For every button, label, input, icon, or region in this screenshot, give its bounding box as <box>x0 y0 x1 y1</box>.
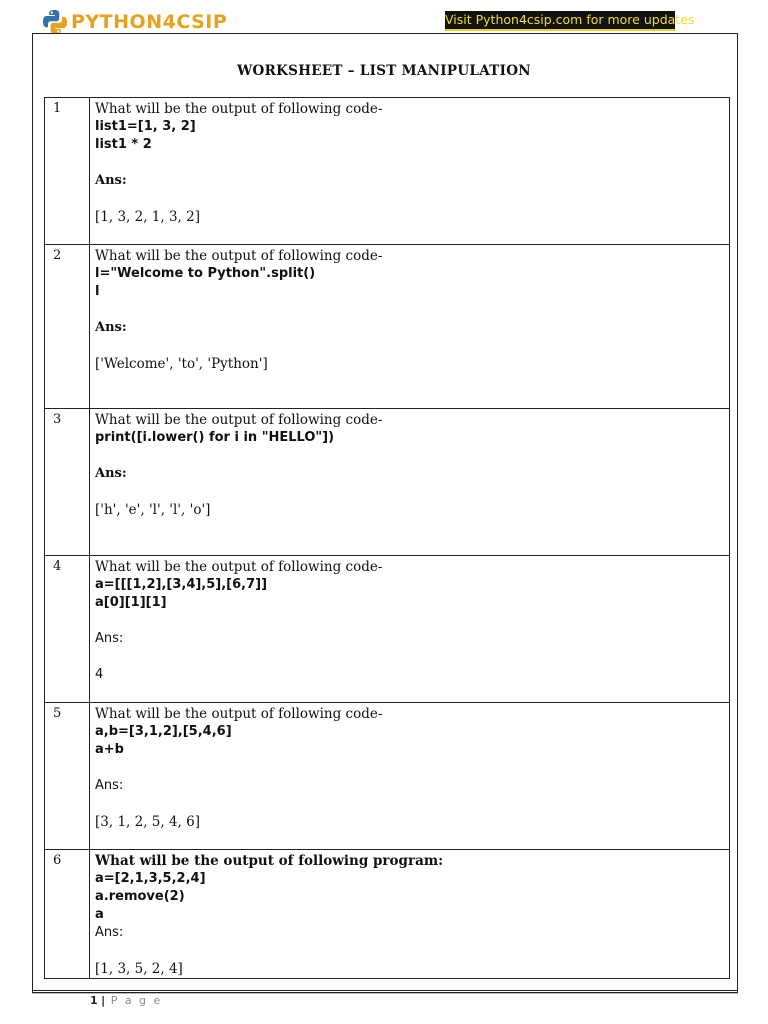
answer-text: [1, 3, 2, 1, 3, 2] <box>95 209 200 225</box>
question-prompt: What will be the output of following program: <box>95 853 444 869</box>
question-number: 2 <box>45 245 90 409</box>
answer-label: Ans: <box>95 320 127 335</box>
worksheet-table <box>44 97 730 979</box>
question-row <box>45 556 730 703</box>
question-row <box>45 850 730 979</box>
question-prompt: What will be the output of following code- <box>95 248 383 264</box>
answer-text: ['h', 'e', 'l', 'l', 'o'] <box>95 502 211 518</box>
question-number: 5 <box>45 703 90 850</box>
python-logo-icon <box>42 9 68 35</box>
code-line: l="Welcome to Python".split() <box>95 266 316 281</box>
promo-banner[interactable]: Visit Python4csip.com for more updates <box>445 11 675 31</box>
page-footer <box>90 994 162 1007</box>
question-prompt: What will be the output of following code- <box>95 412 383 428</box>
footer-rule <box>32 990 738 991</box>
question-row <box>45 245 730 409</box>
question-number: 1 <box>45 98 90 245</box>
question-prompt: What will be the output of following code- <box>95 706 383 722</box>
question-cell <box>90 703 730 850</box>
answer-label: Ans: <box>95 173 127 188</box>
answer-text: [1, 3, 5, 2, 4] <box>95 961 183 977</box>
question-cell <box>90 556 730 703</box>
code-line: list1=[1, 3, 2] <box>95 119 196 134</box>
question-number: 6 <box>45 850 90 979</box>
question-cell <box>90 409 730 556</box>
code-line: a+b <box>95 742 124 757</box>
page-number: 1 <box>90 994 98 1007</box>
question-cell <box>90 98 730 245</box>
question-cell <box>90 850 730 979</box>
answer-text: [3, 1, 2, 5, 4, 6] <box>95 814 200 830</box>
footer-separator: | <box>101 994 106 1007</box>
code-line: list1 * 2 <box>95 137 152 152</box>
code-line: print([i.lower() for i in "HELLO"]) <box>95 430 335 445</box>
question-row <box>45 409 730 556</box>
question-number: 3 <box>45 409 90 556</box>
question-row <box>45 98 730 245</box>
code-line: a=[[[1,2],[3,4],5],[6,7]] <box>95 577 268 592</box>
question-cell <box>90 245 730 409</box>
code-line: a.remove(2) <box>95 889 185 904</box>
code-line: a <box>95 907 104 922</box>
answer-label: Ans: <box>95 925 124 940</box>
code-line: a[0][1][1] <box>95 595 167 610</box>
answer-label: Ans: <box>95 778 124 793</box>
code-line: l <box>95 284 100 299</box>
code-line: a,b=[3,1,2],[5,4,6] <box>95 724 232 739</box>
logo-text: PYTHON4CSIP <box>71 11 228 33</box>
question-row <box>45 703 730 850</box>
question-prompt: What will be the output of following code- <box>95 559 383 575</box>
answer-text: ['Welcome', 'to', 'Python'] <box>95 356 268 372</box>
page-label: P a g e <box>110 994 163 1007</box>
answer-label: Ans: <box>95 466 127 481</box>
answer-label: Ans: <box>95 631 124 646</box>
answer-text: 4 <box>95 667 104 682</box>
question-prompt: What will be the output of following code- <box>95 101 383 117</box>
worksheet-title: WORKSHEET – LIST MANIPULATION <box>237 63 531 79</box>
code-line: a=[2,1,3,5,2,4] <box>95 871 206 886</box>
question-number: 4 <box>45 556 90 703</box>
